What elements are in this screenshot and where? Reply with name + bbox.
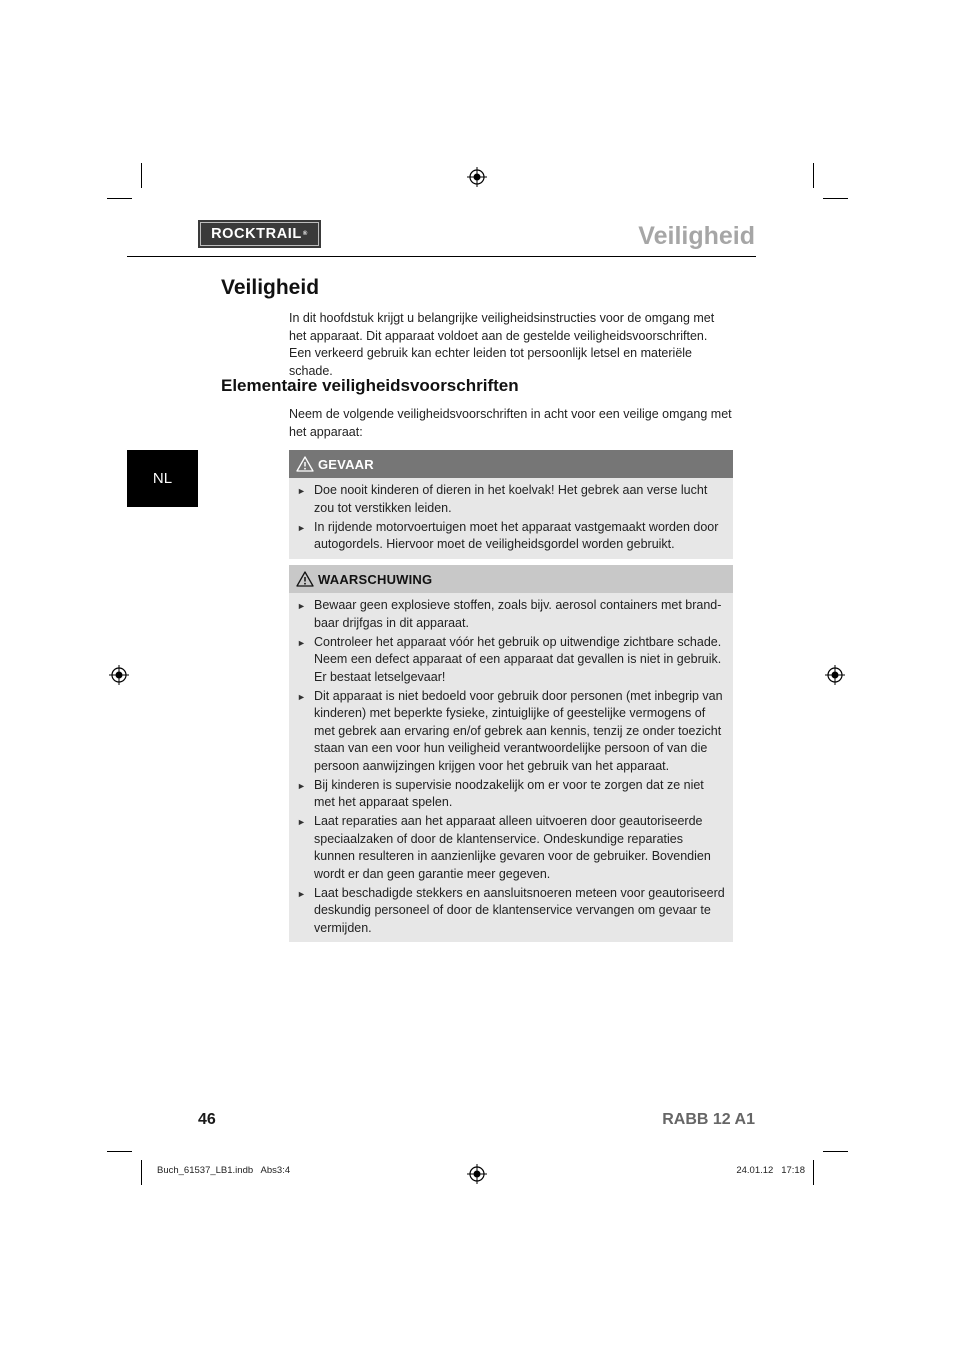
arrow-bullet-icon: ►	[297, 691, 306, 702]
page-number: 46	[198, 1111, 216, 1128]
arrow-bullet-icon: ►	[297, 888, 306, 899]
header-divider	[127, 256, 756, 257]
arrow-bullet-icon: ►	[297, 522, 306, 533]
section-subtitle: Elementaire veiligheidsvoorschriften	[221, 376, 519, 395]
header-section-title: Veiligheid	[638, 222, 755, 250]
danger-box	[289, 450, 733, 559]
list-item	[297, 777, 725, 812]
list-item	[297, 688, 725, 776]
crop-mark	[813, 163, 814, 188]
section-intro-paragraph: Neem de volgende veiligheidsvoorschriften in acht voor een veilige omgang met het apparaat:	[289, 407, 732, 439]
warning-triangle-icon	[296, 456, 314, 472]
intro-text	[289, 310, 735, 380]
page-title: Veiligheid	[221, 276, 320, 299]
registration-mark-icon	[825, 665, 845, 685]
list-item-text: Dit apparaat is niet bedoeld voor gebruik door personen (met inbegrip van kinderen) met beperkte fysieke, zintuiglijke of geestelijke vermogens of met gebrek aan ervaring en/of gebrek aan kennis, tenzij ze onder toezicht staan van een voor hun veiligheid verantwoordelijke persoon of van die persoon aanwijzingen krijgen voor het gebruik van het apparaat.	[314, 688, 723, 773]
print-slug-datetime: 24.01.12 17:18	[736, 1165, 805, 1176]
danger-list	[289, 478, 733, 559]
crop-mark	[141, 1160, 142, 1185]
registration-mark-icon	[109, 665, 129, 685]
list-item-text: Bewaar geen explosieve stoffen, zoals bijv. aerosol containers met brand-baar drijfgas in dit apparaat.	[314, 598, 722, 630]
registration-mark-icon	[467, 1164, 487, 1184]
list-item	[297, 885, 725, 938]
list-item-text: Laat beschadigde stekkers en aansluitsnoeren meteen voor geautoriseerd deskundig personeel of door de klantenservice vervangen om gevaar te vermijden.	[314, 885, 725, 935]
crop-mark	[107, 1151, 132, 1152]
brand-name: ROCKTRAIL	[211, 226, 302, 242]
section-intro	[289, 406, 735, 441]
print-slug-file: Buch_61537_LB1.indb Abs3:4	[157, 1165, 291, 1176]
model-number: RABB 12 A1	[662, 1111, 755, 1128]
arrow-bullet-icon: ►	[297, 637, 306, 648]
list-item	[297, 634, 725, 687]
list-item-text: In rijdende motorvoertuigen moet het apparaat vastgemaakt worden door autogordels. Hiervoor moet de veiligheidsgordel worden gebruikt.	[314, 519, 719, 551]
language-tab: NL	[127, 450, 198, 507]
registration-mark-icon	[467, 167, 487, 187]
crop-mark	[823, 1151, 848, 1152]
crop-mark	[813, 1160, 814, 1185]
list-item	[297, 482, 725, 517]
crop-mark	[107, 198, 132, 199]
crop-mark	[141, 163, 142, 188]
danger-header	[289, 450, 733, 478]
warning-label: WAARSCHUWING	[318, 571, 433, 587]
list-item	[297, 813, 725, 883]
brand-logo	[198, 220, 321, 248]
brand-mark: ®	[302, 231, 308, 237]
warning-triangle-icon	[296, 571, 314, 587]
list-item	[297, 519, 725, 554]
danger-label: GEVAAR	[318, 456, 374, 472]
arrow-bullet-icon: ►	[297, 601, 306, 611]
warning-list	[289, 593, 733, 942]
list-item-text: Laat reparaties aan het apparaat alleen uitvoeren door geautoriseerde speciaalzaken of door de klantenservice. Ondeskundige reparaties kunnen resulteren in aanzienlijke gevaren voor de gebruiker. Bovendien wordt er dan geen garantie meer gegeven.	[314, 814, 711, 881]
list-item-text: Doe nooit kinderen of dieren in het koelvak! Het gebrek aan verse lucht zou tot verstikken leiden.	[314, 483, 708, 515]
arrow-bullet-icon: ►	[297, 780, 306, 791]
intro-paragraph: In dit hoofdstuk krijgt u belangrijke veiligheidsinstructies voor de omgang met het apparaat. Dit apparaat voldoet aan de gestelde veiligheidsvoorschriften.	[289, 311, 715, 343]
list-item	[297, 597, 725, 632]
intro-paragraph: Een verkeerd gebruik kan echter leiden tot persoonlijk letsel en materiële schade.	[289, 346, 693, 378]
crop-mark	[823, 198, 848, 199]
warning-box	[289, 565, 733, 942]
arrow-bullet-icon: ►	[297, 486, 306, 496]
list-item-text: Bij kinderen is supervisie noodzakelijk om er voor te zorgen dat ze niet met het apparaat spelen.	[314, 777, 704, 809]
warning-header	[289, 565, 733, 593]
arrow-bullet-icon: ►	[297, 817, 306, 827]
list-item-text: Controleer het apparaat vóór het gebruik op uitwendige zichtbare schade. Neem een defect apparaat of een apparaat dat gevallen is niet in gebruik. Er bestaat letselgevaar!	[314, 634, 722, 684]
